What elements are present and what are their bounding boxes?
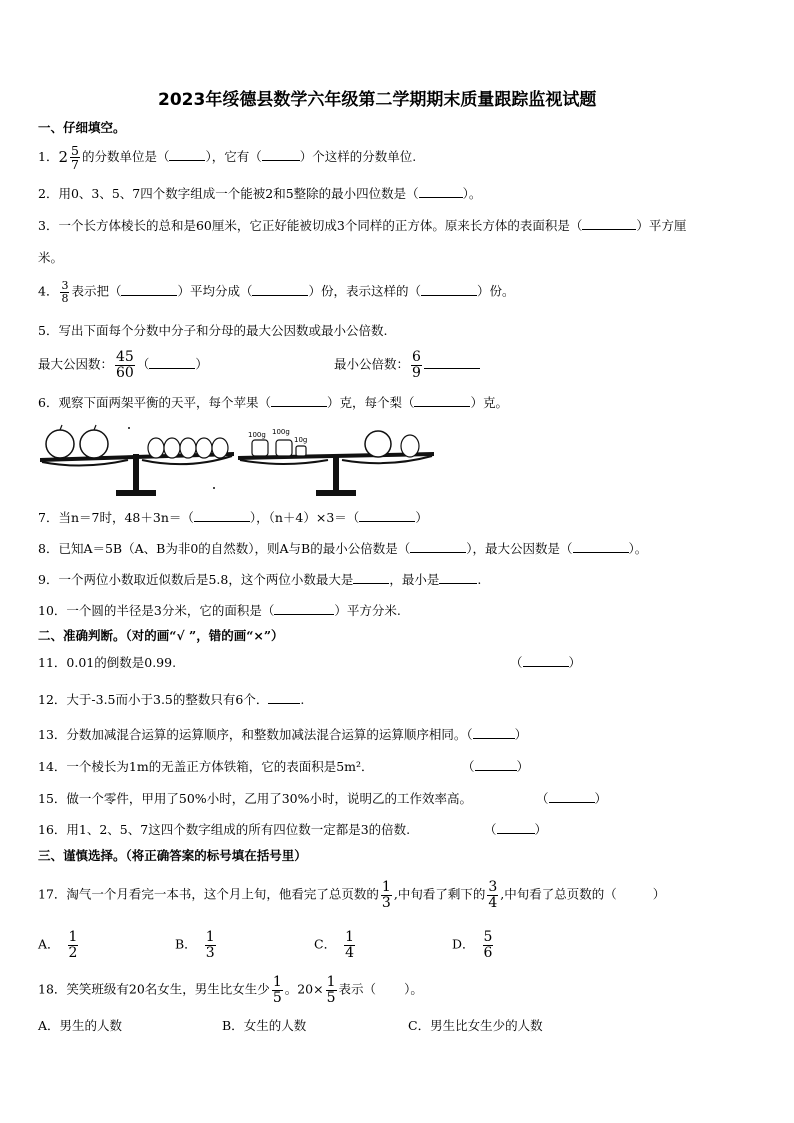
fraction: $\frac{3}{4}$ [488,879,498,911]
apple-icon [80,430,108,458]
weight-icon [276,440,292,456]
answer-blank[interactable] [419,197,463,198]
answer-blank[interactable] [271,406,327,407]
question-16-answer: （ ） [484,822,548,837]
question-2: 2．用0、3、5、7四个数字组成一个能被2和5整除的最小四位数是（ ）。 [38,186,482,201]
fraction: $\frac{1}{2}$ [68,929,78,961]
question-14-answer: （ ） [462,759,530,774]
apple-icon [46,430,74,458]
option-b[interactable]: B． $\frac{1}{3}$ [175,929,215,961]
option-c[interactable]: C． $\frac{1}{4}$ [314,929,354,961]
question-5: 5．写出下面每个分数中分子和分母的最大公因数或最小公倍数. [38,323,388,338]
pear-icon [196,438,212,458]
answer-blank[interactable] [169,160,205,161]
question-14: 14．一个棱长为1m的无盖正方体铁箱，它的表面积是5m²． [38,759,374,774]
answer-blank[interactable] [497,833,535,834]
weight-icon [296,446,306,456]
question-9: 9．一个两位小数取近似数后是5.8，这个两位小数最大是 ，最小是 . [38,572,482,587]
answer-blank[interactable] [523,666,569,667]
question-1: 1．2 $\frac{5}{7}$ 的分数单位是（ ），它有（ ）个这样的分数单位. [38,143,417,173]
page-title: 2023年绥德县数学六年级第二学期期末质量跟踪监视试题 [158,90,597,110]
question-17: 17．淘气一个月看完一本书，这个月上旬，他看完了总页数的 $\frac{1}{3}$ ,中旬看了剩下的 $\frac{3}{4}$ ,中旬看了总页数的（ ） [38,879,666,911]
fraction: $\frac{3}{8}$ [61,279,69,305]
weight-label: 10g [294,436,308,444]
answer-blank[interactable] [262,160,300,161]
fraction: $\frac{5}{6}$ [483,929,493,961]
answer-blank[interactable] [268,703,300,704]
answer-blank[interactable] [359,521,415,522]
fraction: $\frac{45}{60}$ [116,349,134,381]
fraction: $\frac{6}{9}$ [412,349,421,381]
question-16: 16．用1、2、5、7这四个数字组成的所有四位数一定都是3的倍数. [38,822,411,837]
option-b[interactable]: B．女生的人数 [222,1018,307,1033]
weight-label: 100g [272,428,290,436]
answer-blank[interactable] [582,229,636,230]
pear-icon [180,438,196,458]
option-d[interactable]: D． $\frac{5}{6}$ [452,929,493,961]
pear-icon [164,438,180,458]
option-a[interactable]: A．男生的人数 [38,1018,123,1033]
answer-blank[interactable] [421,295,477,296]
question-7: 7．当n＝7时，48＋3n＝（ ），（n＋4）×3＝（ ） [38,510,428,525]
question-5-gcd: 最大公因数： $\frac{45}{60}$ （ ） [38,349,208,381]
fraction: $\frac{1}{4}$ [345,929,354,961]
pear-icon [401,435,419,457]
question-5-lcm: 最小公倍数： $\frac{6}{9}$ [334,350,480,380]
fraction: $\frac{1}{5}$ [272,974,282,1006]
question-13: 13．分数加减混合运算的运算顺序，和整数加减法混合运算的运算顺序相同。（ ） [38,727,528,742]
answer-blank[interactable] [274,614,334,615]
answer-blank[interactable] [573,552,629,553]
pears-group [148,438,228,458]
answer-blank[interactable] [194,521,250,522]
fraction: $\frac{5}{7}$ [71,143,79,173]
question-6: 6．观察下面两架平衡的天平，每个苹果（ ）克，每个梨（ ）克。 [38,395,508,410]
question-15-answer: （ ） [536,791,608,806]
question-3-continued: 米。 [38,250,64,265]
weight-icon [252,440,268,456]
question-4: 4． $\frac{3}{8}$ 表示把（ ）平均分成（ ）份，表示这样的（ ）份。 [38,279,515,305]
answer-blank[interactable] [149,368,195,369]
question-11-answer: （ ） [510,655,582,670]
answer-blank[interactable] [439,583,477,584]
section-heading-multiple-choice: 三、谨慎选择。（将正确答案的标号填在括号里） [38,848,307,863]
answer-blank[interactable] [252,295,308,296]
answer-blank[interactable] [121,295,177,296]
question-8: 8．已知A＝5B（A、B为非0的自然数），则A与B的最小公倍数是（ ），最大公因数是（ ）。 [38,541,648,556]
answer-blank[interactable] [473,738,515,739]
fraction: $\frac{1}{3}$ [205,929,215,961]
fraction: $\frac{1}{5}$ [326,974,336,1006]
weight-label: 100g [248,431,266,439]
pear-icon [148,438,164,458]
answer-blank[interactable] [414,406,470,407]
pear-icon [212,438,228,458]
balance-scales-figure [38,420,438,500]
mixed-whole: 2 [58,148,68,167]
apple-icon [365,431,391,457]
option-c[interactable]: C．男生比女生少的人数 [408,1018,543,1033]
fraction: $\frac{1}{3}$ [381,879,391,911]
question-18: 18．笑笑班级有20名女生，男生比女生少 $\frac{1}{5}$ 。20× $\frac{1}{5}$ 表示（ ）。 [38,974,423,1006]
answer-blank[interactable] [410,552,466,553]
question-12: 12．大于-3.5而小于3.5的整数只有6个． . [38,692,305,707]
question-11: 11．0.01的倒数是0.99. [38,655,177,670]
section-heading-true-false: 二、准确判断。（对的画“√ ”，错的画“×”） [38,628,284,643]
question-15: 15．做一个零件，甲用了50%小时，乙用了30%小时，说明乙的工作效率高。 [38,791,472,806]
answer-blank[interactable] [424,368,480,369]
answer-blank[interactable] [549,802,595,803]
section-heading-fill-in: 一、仔细填空。 [38,120,126,135]
question-10: 10．一个圆的半径是3分米，它的面积是（ ）平方分米. [38,603,401,618]
question-3: 3．一个长方体棱长的总和是60厘米，它正好能被切成3个同样的正方体。原来长方体的表面积是（ ）平方厘 [38,218,687,233]
right-balance [238,428,434,496]
option-a[interactable]: A． $\frac{1}{2}$ [38,929,78,961]
left-balance [40,425,234,496]
answer-blank[interactable] [353,583,389,584]
answer-blank[interactable] [475,770,517,771]
